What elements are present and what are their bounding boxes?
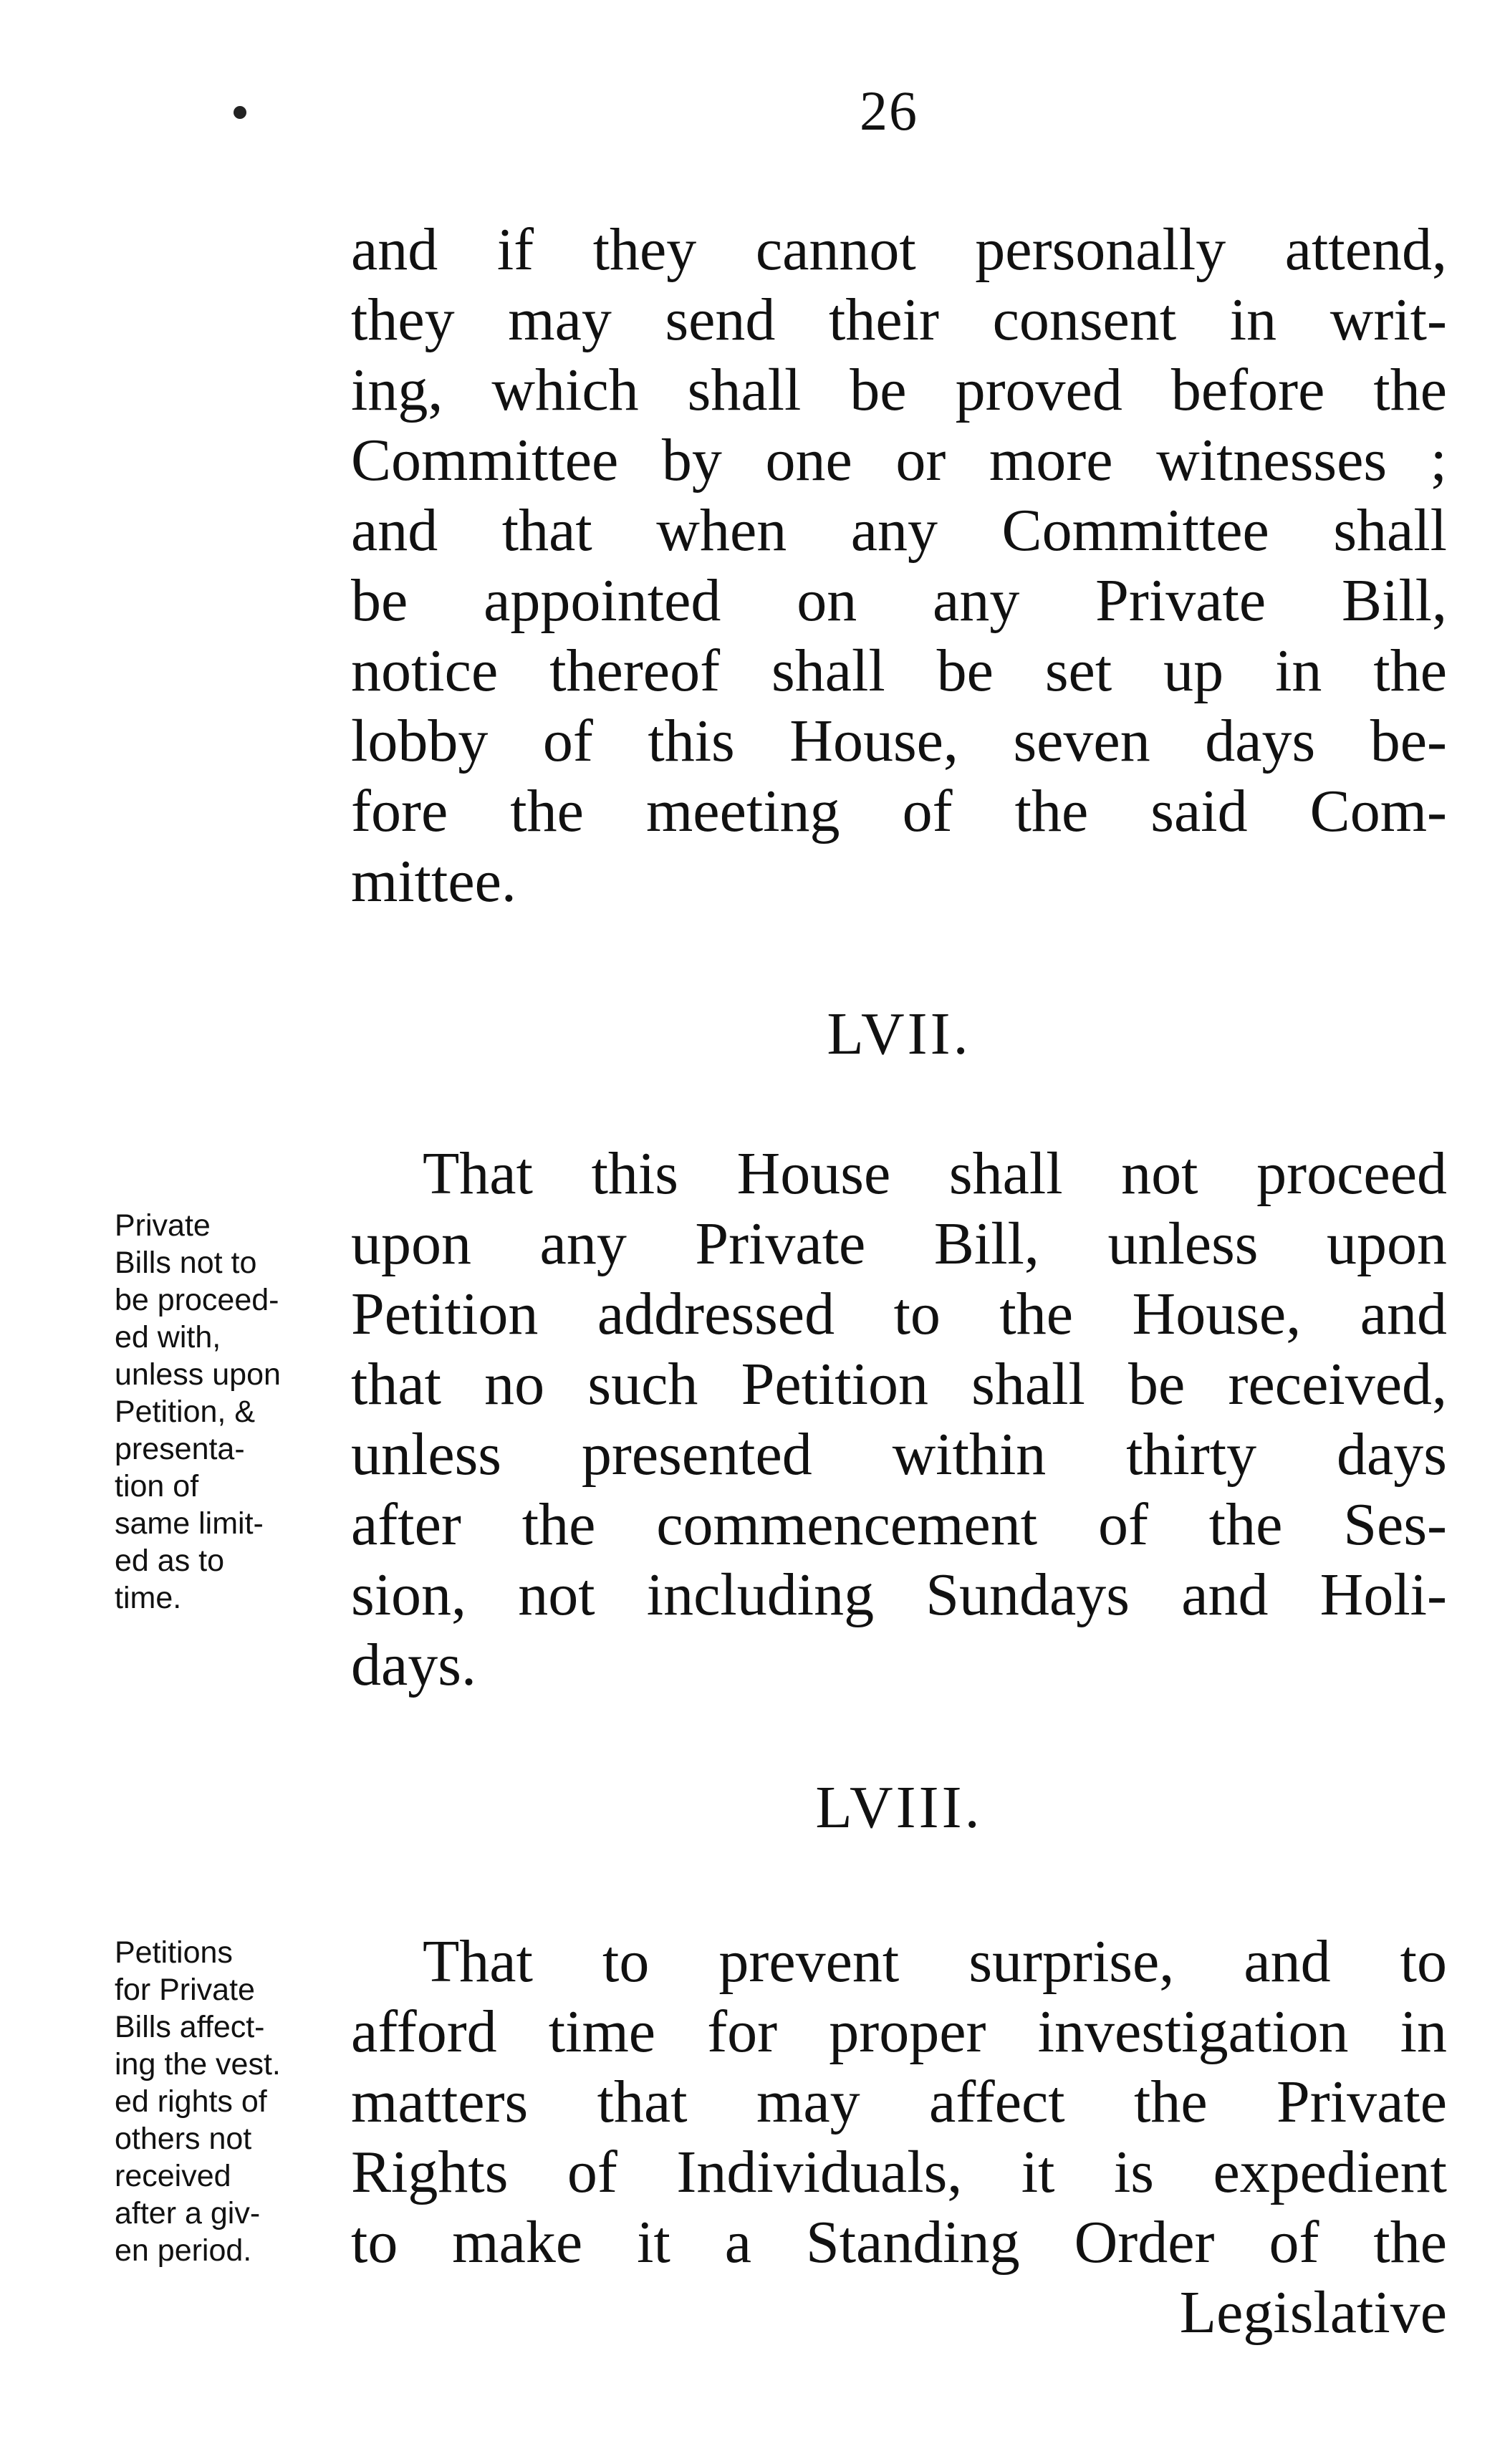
margin-note-line: be proceed- — [115, 1283, 279, 1317]
margin-note-line: received — [115, 2159, 231, 2193]
margin-note-lvii — [115, 1207, 337, 1617]
text-line: lobby of this House, seven days be- — [351, 708, 1447, 774]
text-line: matters that may affect the Private — [351, 2069, 1447, 2135]
margin-note-line: en period. — [115, 2233, 252, 2268]
margin-note-line: for Private — [115, 1973, 255, 2007]
margin-note-line: ing the vest. — [115, 2047, 281, 2082]
text-line: notice thereof shall be set up in the — [351, 637, 1447, 704]
margin-note-line: Petitions — [115, 1935, 233, 1970]
page-number: 26 — [860, 80, 918, 142]
text-line: ing, which shall be proved before the — [351, 357, 1447, 423]
text-line: and that when any Committee shall — [351, 497, 1447, 564]
margin-note-line: after a giv- — [115, 2196, 261, 2230]
text-line: Petition addressed to the House, and — [351, 1281, 1447, 1347]
margin-note-lviii — [115, 1934, 337, 2269]
catchword: Legislative — [1179, 2279, 1447, 2346]
text-line: afford time for proper investigation in — [351, 1998, 1447, 2065]
margin-note-line: Bills not to — [115, 1246, 257, 1280]
text-line: that no such Petition shall be received, — [351, 1351, 1447, 1418]
text-line: unless presented within thirty days — [351, 1421, 1447, 1488]
margin-note-line: others not — [115, 2122, 252, 2156]
section-heading-lviii: LVIII. — [815, 1774, 983, 1841]
text-line: mittee. — [351, 848, 516, 915]
text-line: Rights of Individuals, it is expedient — [351, 2139, 1447, 2205]
section-heading-lvii: LVII. — [827, 1001, 971, 1067]
text-line: to make it a Standing Order of the — [351, 2209, 1447, 2276]
margin-note-line: presenta- — [115, 1432, 245, 1466]
margin-note-line: time. — [115, 1581, 182, 1615]
margin-note-line: tion of — [115, 1469, 199, 1503]
text-line: be appointed on any Private Bill, — [351, 567, 1447, 634]
text-line: and if they cannot personally attend, — [351, 216, 1447, 283]
text-line: fore the meeting of the said Com- — [351, 778, 1447, 844]
text-line: That this House shall not proceed — [423, 1140, 1447, 1207]
section-paragraph-lvii — [351, 1139, 1447, 1700]
text-line: sion, not including Sundays and Holi- — [351, 1561, 1447, 1628]
margin-note-line: Petition, & — [115, 1395, 255, 1429]
margin-note-line: ed rights of — [115, 2084, 267, 2119]
ink-dot-mark — [234, 106, 246, 119]
margin-note-line: Private — [115, 1208, 211, 1243]
text-line: That to prevent surprise, and to — [423, 1928, 1447, 1995]
continuation-paragraph — [351, 215, 1447, 917]
margin-note-line: unless upon — [115, 1357, 281, 1392]
text-line: after the commencement of the Ses- — [351, 1491, 1447, 1558]
margin-note-line: Bills affect- — [115, 2010, 265, 2044]
margin-note-line: same limit- — [115, 1506, 264, 1541]
margin-note-line: ed as to — [115, 1544, 224, 1578]
text-line: days. — [351, 1632, 476, 1698]
text-line: Committee by one or more witnesses ; — [351, 427, 1447, 494]
margin-note-line: ed with, — [115, 1320, 221, 1354]
text-line: upon any Private Bill, unless upon — [351, 1211, 1447, 1277]
section-paragraph-lviii — [351, 1927, 1447, 2348]
text-line: they may send their consent in writ- — [351, 287, 1447, 353]
